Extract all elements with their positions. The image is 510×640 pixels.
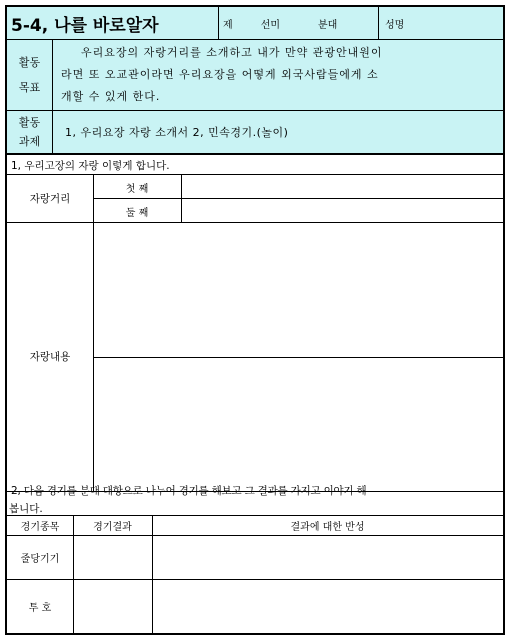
goal-label-line1: 활동 — [18, 56, 41, 69]
grade-label: 제 — [223, 19, 233, 31]
first-second-rule — [93, 198, 503, 199]
name-label: 성명 — [385, 19, 405, 31]
col-reflection-header: 결과에 대한 반성 — [290, 522, 365, 533]
class-label: 선미 — [260, 19, 280, 31]
section2-heading-line2: 봅니다. — [9, 503, 43, 515]
boast-content-label: 자랑내용 — [29, 351, 71, 363]
row-tug-of-war-label: 줄당기기 — [20, 554, 60, 565]
group-label: 분대 — [318, 19, 338, 31]
goal-text — [53, 40, 503, 110]
task-row — [7, 111, 503, 155]
boast-items-label: 자랑거리 — [29, 193, 71, 205]
section1-heading: 1, 우리고장의 자랑 이렇게 합니다. — [11, 160, 170, 172]
first-item-label: 첫 째 — [125, 184, 149, 195]
goal-text-line3: 개할 수 있게 한다. — [61, 90, 161, 103]
goal-text-line2: 라면 또 오교관이라면 우리요장을 어떻게 외국사람들에게 소 — [61, 68, 379, 81]
col-result-header: 경기결과 — [93, 522, 132, 533]
row-tuho-label: 투 호 — [28, 603, 52, 614]
section1-heading-rule — [7, 174, 503, 175]
goal-text-line1: 우리요장의 자랑거리를 소개하고 내가 만약 관광안내원이 — [81, 46, 383, 59]
second-item-label: 둘 째 — [125, 208, 149, 219]
name-cell — [379, 7, 503, 39]
section2-heading-line1: 2, 다음 경기를 분대 대항으로 나누어 경기를 해보고 그 결과를 가지고 이야기 해 — [11, 485, 367, 497]
boast-content-mid-rule — [93, 357, 503, 358]
task-label-line1: 활동 — [18, 116, 41, 129]
task-label-line2: 과제 — [18, 135, 41, 148]
header-row — [7, 7, 503, 40]
goal-row — [7, 40, 503, 111]
worksheet — [5, 5, 505, 635]
game-table-header-rule — [7, 535, 503, 536]
task-label — [7, 111, 53, 153]
goal-label-line2: 목표 — [18, 81, 41, 94]
game-table-row-rule — [7, 579, 503, 580]
task-text-content: 1, 우리요장 자랑 소개서 2, 민속경기.(놀이) — [65, 126, 289, 139]
goal-label — [7, 40, 53, 110]
task-text — [53, 111, 503, 153]
boast-items-rule — [7, 222, 503, 223]
col-event-header: 경기종목 — [20, 522, 60, 533]
section2-heading-rule — [7, 515, 503, 516]
grade-cell — [219, 7, 379, 39]
page-title-text: 5-4, 나를 바로알자 — [11, 15, 159, 36]
page-title — [7, 7, 219, 39]
